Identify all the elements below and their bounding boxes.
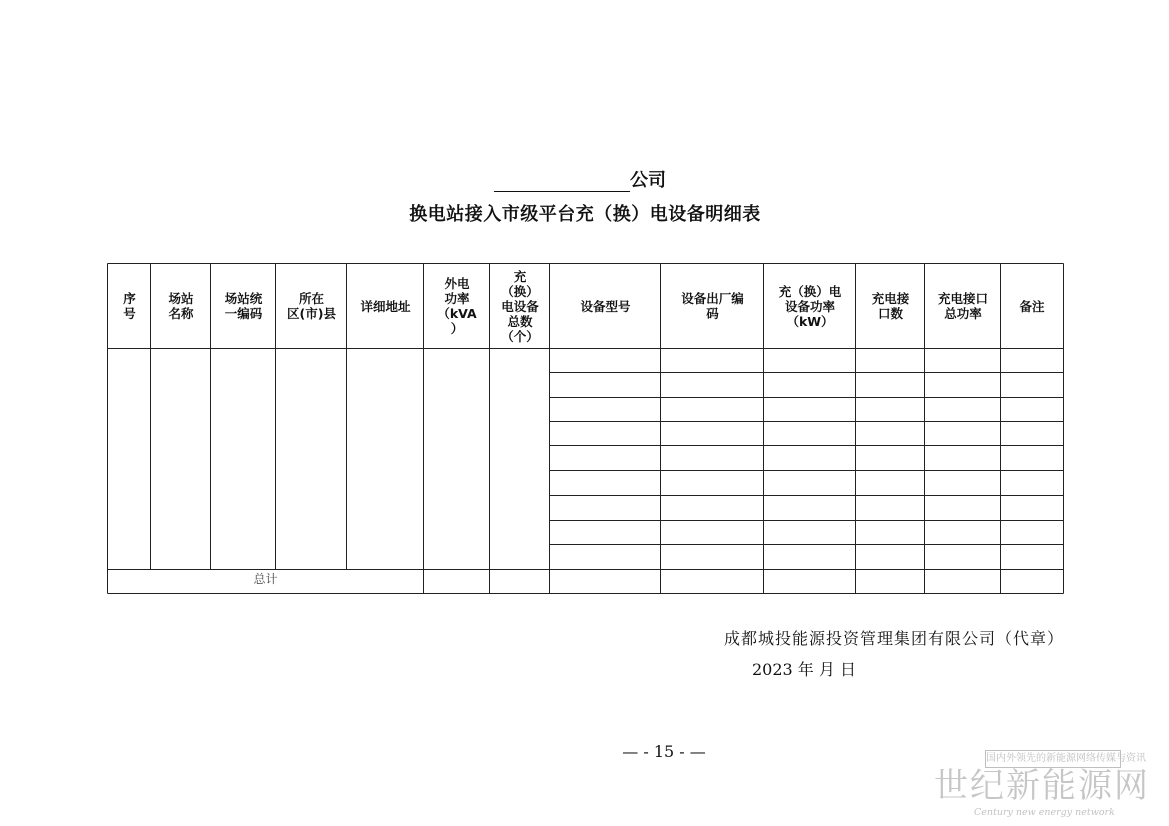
col-header-station-name: 场站 名称 [168,291,194,321]
company-suffix: 公司 [630,170,666,191]
col-header-port-total-power: 充电接口 总功率 [937,291,988,321]
col-header-remarks: 备注 [1019,298,1045,314]
col-header-port-count: 充电接 口数 [871,291,910,321]
col-header-external-power: 外电 功率 （kVA ） [437,276,477,336]
col-header-index: 序 号 [123,291,136,321]
company-name-blank[interactable] [494,171,630,192]
watermark-banner: 国内外领先的新能源网络传媒与资讯 [985,750,1121,768]
col-header-device-total: 充 （换） 电设备 总数 （个） [501,268,539,344]
sign-date: 2023 年 月 日 [752,660,856,679]
watermark-subtitle: Century new energy network [974,807,1115,818]
signer-organization: 成都城投能源投资管理集团有限公司（代章） [723,629,1064,648]
col-header-factory-code: 设备出厂编 码 [681,291,744,321]
col-header-station-code: 场站统 一编码 [224,291,263,321]
company-name-line [494,166,764,192]
col-header-address: 详细地址 [360,298,411,314]
total-row-label: 总计 [253,572,278,586]
col-header-district: 所在 区(市)县 [287,291,336,321]
col-header-device-model: 设备型号 [580,298,631,314]
watermark-logo: 世纪新能源网 [934,766,1150,806]
document-title: 换电站接入市级平台充（换）电设备明细表 [409,204,761,225]
page-number: — - 15 - — [622,742,706,761]
col-header-device-power: 充（换）电 设备功率 （kW） [778,283,842,329]
